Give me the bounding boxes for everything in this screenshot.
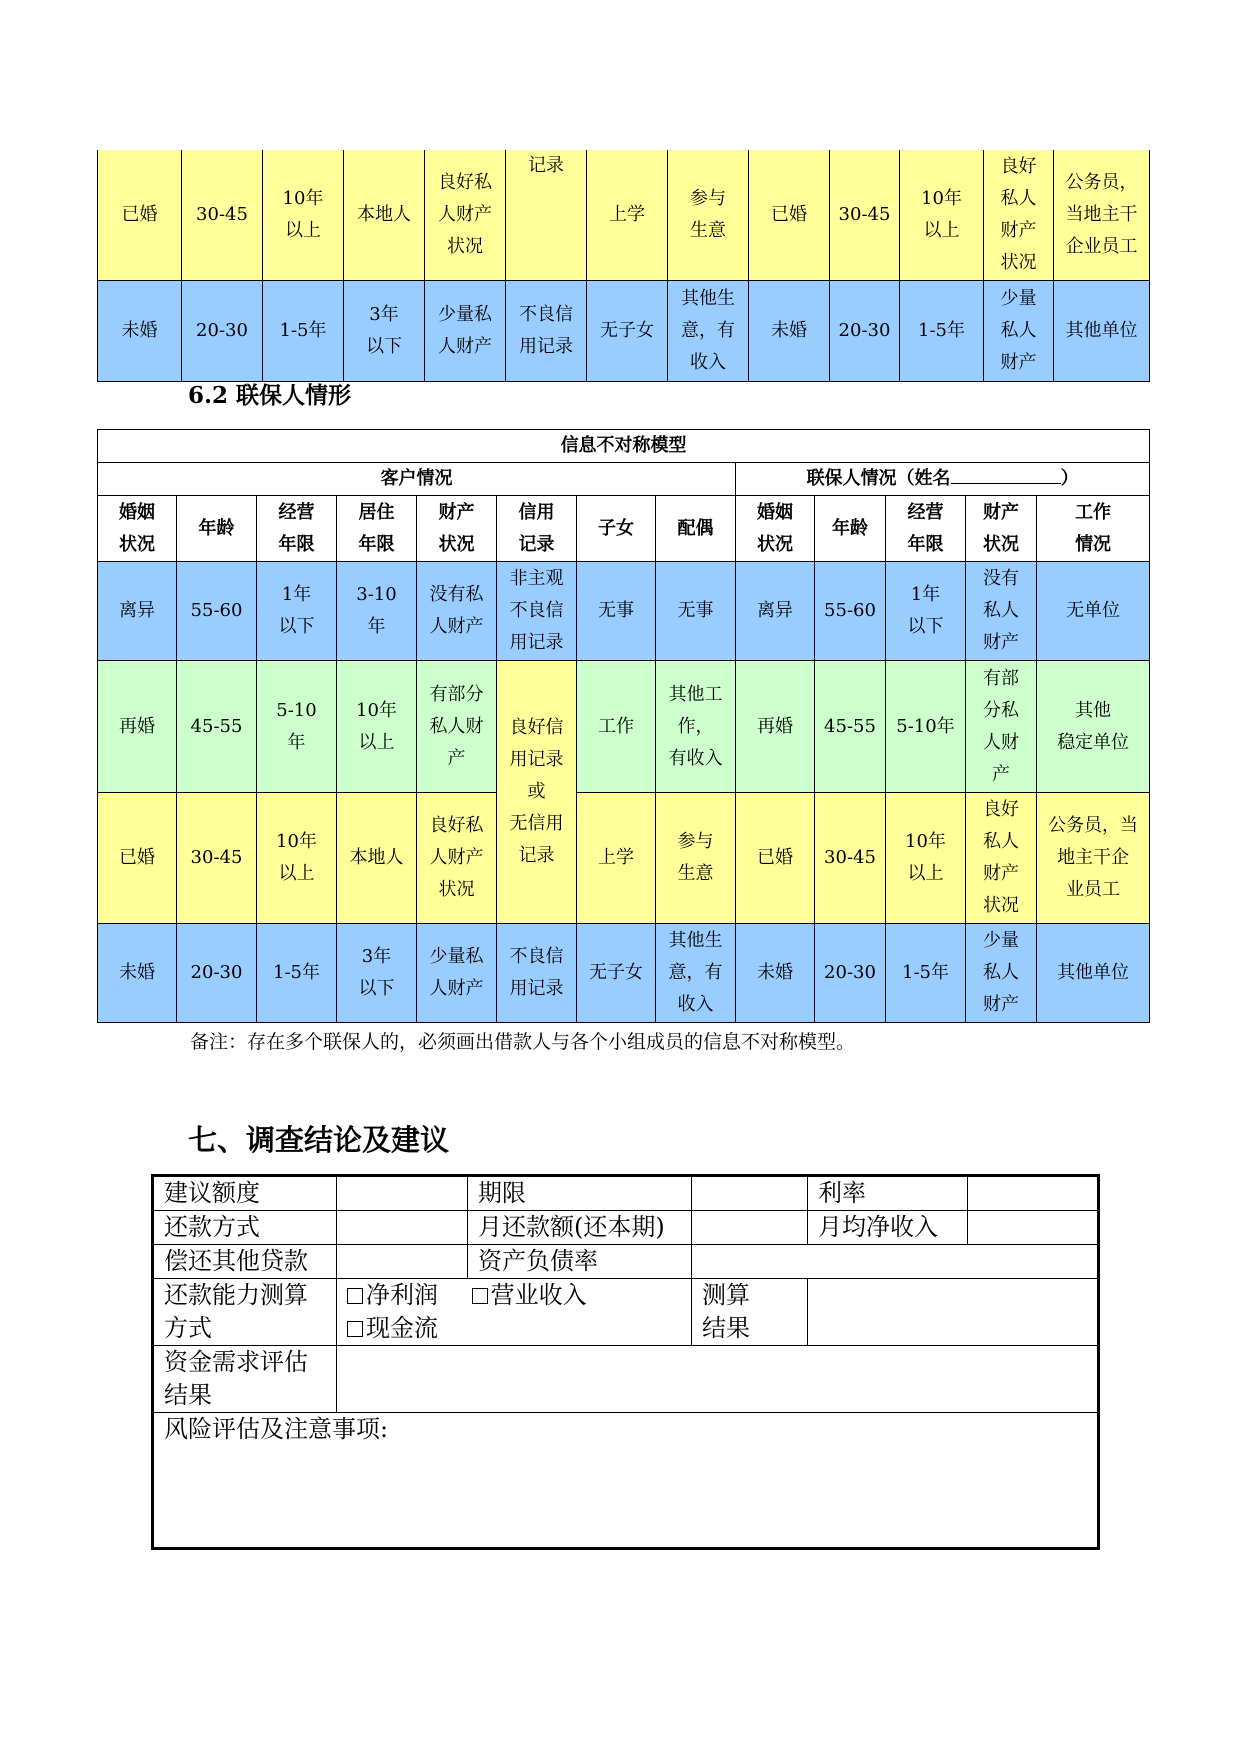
table-cell: 其他生 意，有 收入 [656, 924, 736, 1023]
table-cell: 其他工 作， 有收入 [656, 661, 736, 793]
model-title: 信息不对称模型 [98, 430, 1150, 463]
guarantor-group-header: 联保人情况（姓名 ） [736, 463, 1150, 496]
table-cell: 已婚 [749, 150, 830, 280]
table-cell: 20-30 [815, 924, 886, 1023]
table-cell: 上学 [587, 150, 668, 280]
table-cell: 少量 私人 财产 [966, 924, 1037, 1023]
table-cell: 1-5年 [263, 280, 344, 381]
calculation-method-options [337, 1279, 692, 1346]
table-row [98, 661, 1150, 793]
form-row [153, 1211, 1099, 1245]
table-cell: 3年 以下 [344, 280, 425, 381]
table-cell: 公务员，当 地主干企 业员工 [1037, 793, 1150, 924]
table-cell: 少量私 人财产 [425, 280, 506, 381]
table-cell: 再婚 [736, 661, 815, 793]
table-cell: 20-30 [182, 280, 263, 381]
table-cell: 1年 以下 [257, 562, 337, 661]
table-cell: 10年 以上 [263, 150, 344, 280]
column-header: 信用 记录 [497, 496, 577, 562]
repayment-method-field[interactable] [337, 1211, 468, 1245]
credit-record-merged-cell: 良好信 用记录 或 无信用 记录 [497, 661, 577, 924]
table-cell: 参与 生意 [668, 150, 749, 280]
label-calculation-result: 测算 结果 [692, 1279, 808, 1346]
note-text: 备注：存在多个联保人的，必须画出借款人与各个小组成员的信息不对称模型。 [190, 1031, 856, 1053]
table-cell: 其他生 意，有 收入 [668, 280, 749, 381]
table-cell: 1-5年 [257, 924, 337, 1023]
column-header: 经营 年限 [886, 496, 966, 562]
table-cell: 有部分 私人财 产 [417, 661, 497, 793]
label-monthly-net-income: 月均净收入 [808, 1211, 968, 1245]
table-cell: 无子女 [577, 924, 656, 1023]
table-cell: 30-45 [182, 150, 263, 280]
column-header: 居住 年限 [337, 496, 417, 562]
column-header: 经营 年限 [257, 496, 337, 562]
monthly-net-income-field[interactable] [968, 1211, 1099, 1245]
table-cell: 无子女 [587, 280, 668, 381]
interest-rate-field[interactable] [968, 1176, 1099, 1211]
table-cell: 未婚 [98, 924, 177, 1023]
section-title: 6.2 联保人情形 [188, 382, 352, 409]
form-row [153, 1413, 1099, 1549]
table-cell: 30-45 [177, 793, 257, 924]
column-header: 婚姻 状况 [98, 496, 177, 562]
table-cell: 参与 生意 [656, 793, 736, 924]
label-funding-assessment: 资金需求评估 结果 [153, 1346, 337, 1413]
column-header: 配偶 [656, 496, 736, 562]
table-cell: 良好私 人财产 状况 [417, 793, 497, 924]
name-blank-line [951, 465, 1061, 484]
table-row [98, 150, 1150, 280]
table-cell: 没有私 人财产 [417, 562, 497, 661]
table-cell: 1-5年 [886, 924, 966, 1023]
form-row [153, 1245, 1099, 1279]
calculation-result-field[interactable] [808, 1279, 1099, 1346]
table-cell: 本地人 [344, 150, 425, 280]
label-monthly-repayment: 月还款额(还本期) [468, 1211, 692, 1245]
table-cell: 未婚 [749, 280, 830, 381]
table-cell: 10年 以上 [257, 793, 337, 924]
table-cell: 工作 [577, 661, 656, 793]
table-cell: 不良信 用记录 [497, 924, 577, 1023]
label-other-loans: 偿还其他贷款 [153, 1245, 337, 1279]
table-cell: 公务员， 当地主干 企业员工 [1054, 150, 1150, 280]
table-cell: 其他单位 [1037, 924, 1150, 1023]
column-header: 工作 情况 [1037, 496, 1150, 562]
table-cell: 45-55 [815, 661, 886, 793]
table-cell: 离异 [98, 562, 177, 661]
conclusion-heading: 七、调查结论及建议 [188, 1123, 450, 1157]
checkbox-icon [347, 1321, 363, 1337]
table-cell: 无事 [656, 562, 736, 661]
table-cell: 不良信 用记录 [506, 280, 587, 381]
column-header: 子女 [577, 496, 656, 562]
column-header: 财产 状况 [417, 496, 497, 562]
table-cell: 已婚 [736, 793, 815, 924]
checkbox-icon [472, 1288, 488, 1304]
label-interest-rate: 利率 [808, 1176, 968, 1211]
form-row [153, 1346, 1099, 1413]
table-cell: 少量 私人 财产 [984, 280, 1054, 381]
table-cell: 良好私 人财产 状况 [425, 150, 506, 280]
table-cell: 10年 以上 [337, 661, 417, 793]
table-cell: 无事 [577, 562, 656, 661]
table-cell: 其他单位 [1054, 280, 1150, 381]
table-cell: 30-45 [815, 793, 886, 924]
table-cell: 上学 [577, 793, 656, 924]
checkbox-icon [347, 1288, 363, 1304]
table-cell: 良好 私人 财产 状况 [984, 150, 1054, 280]
table-cell: 无单位 [1037, 562, 1150, 661]
funding-assessment-field[interactable] [337, 1346, 1099, 1413]
label-suggested-amount: 建议额度 [153, 1176, 337, 1211]
table-cell: 其他 稳定单位 [1037, 661, 1150, 793]
table-cell: 10年 以上 [900, 150, 984, 280]
table-cell: 离异 [736, 562, 815, 661]
table-cell: 5-10年 [886, 661, 966, 793]
table-cell: 良好 私人 财产 状况 [966, 793, 1037, 924]
form-row [153, 1176, 1099, 1211]
monthly-repayment-field[interactable] [692, 1211, 808, 1245]
column-header: 年龄 [177, 496, 257, 562]
debt-ratio-field[interactable] [692, 1245, 1099, 1279]
table-row [98, 793, 1150, 924]
table-cell: 非主观 不良信 用记录 [497, 562, 577, 661]
customer-group-header: 客户情况 [98, 463, 736, 496]
asymmetry-model-table [97, 429, 1150, 1023]
cash-flow-checkbox[interactable]: 现金流 [347, 1314, 438, 1342]
risk-assessment-field[interactable] [153, 1413, 1099, 1549]
table-cell: 1-5年 [900, 280, 984, 381]
table-cell: 55-60 [815, 562, 886, 661]
table-cell: 没有 私人 财产 [966, 562, 1037, 661]
column-header: 财产 状况 [966, 496, 1037, 562]
other-loans-field[interactable] [337, 1245, 468, 1279]
label-debt-ratio: 资产负债率 [468, 1245, 692, 1279]
label-risk-assessment: 风险评估及注意事项: [164, 1415, 389, 1443]
table-cell: 已婚 [98, 793, 177, 924]
table-cell: 未婚 [98, 280, 182, 381]
table-cell: 再婚 [98, 661, 177, 793]
top-continuation-table [97, 150, 1150, 382]
table-cell: 未婚 [736, 924, 815, 1023]
form-row [153, 1279, 1099, 1346]
table-cell: 3年 以下 [337, 924, 417, 1023]
table-cell: 55-60 [177, 562, 257, 661]
label-repayment-method: 还款方式 [153, 1211, 337, 1245]
group-header-row [98, 463, 1150, 496]
table-cell: 45-55 [177, 661, 257, 793]
table-cell: 30-45 [830, 150, 900, 280]
table-cell: 10年 以上 [886, 793, 966, 924]
table-row [98, 924, 1150, 1023]
column-header-row [98, 496, 1150, 562]
table-row [98, 280, 1150, 381]
table-cell: 本地人 [337, 793, 417, 924]
column-header: 年龄 [815, 496, 886, 562]
table-cell: 3-10 年 [337, 562, 417, 661]
suggested-amount-field[interactable] [337, 1176, 468, 1211]
table-cell: 有部 分私 人财 产 [966, 661, 1037, 793]
net-profit-checkbox[interactable]: 净利润 [347, 1281, 438, 1309]
table-row [98, 562, 1150, 661]
label-calculation-method: 还款能力测算 方式 [153, 1279, 337, 1346]
table-cell: 少量私 人财产 [417, 924, 497, 1023]
table-cell: 20-30 [177, 924, 257, 1023]
table-cell: 5-10 年 [257, 661, 337, 793]
label-term: 期限 [468, 1176, 692, 1211]
table-cell: 1年 以下 [886, 562, 966, 661]
conclusion-form-table [151, 1174, 1100, 1550]
table-title-row [98, 430, 1150, 463]
term-field[interactable] [692, 1176, 808, 1211]
table-cell: 记录 [506, 150, 587, 280]
table-cell: 已婚 [98, 150, 182, 280]
revenue-checkbox[interactable]: 营业收入 [472, 1281, 587, 1309]
column-header: 婚姻 状况 [736, 496, 815, 562]
table-cell: 20-30 [830, 280, 900, 381]
